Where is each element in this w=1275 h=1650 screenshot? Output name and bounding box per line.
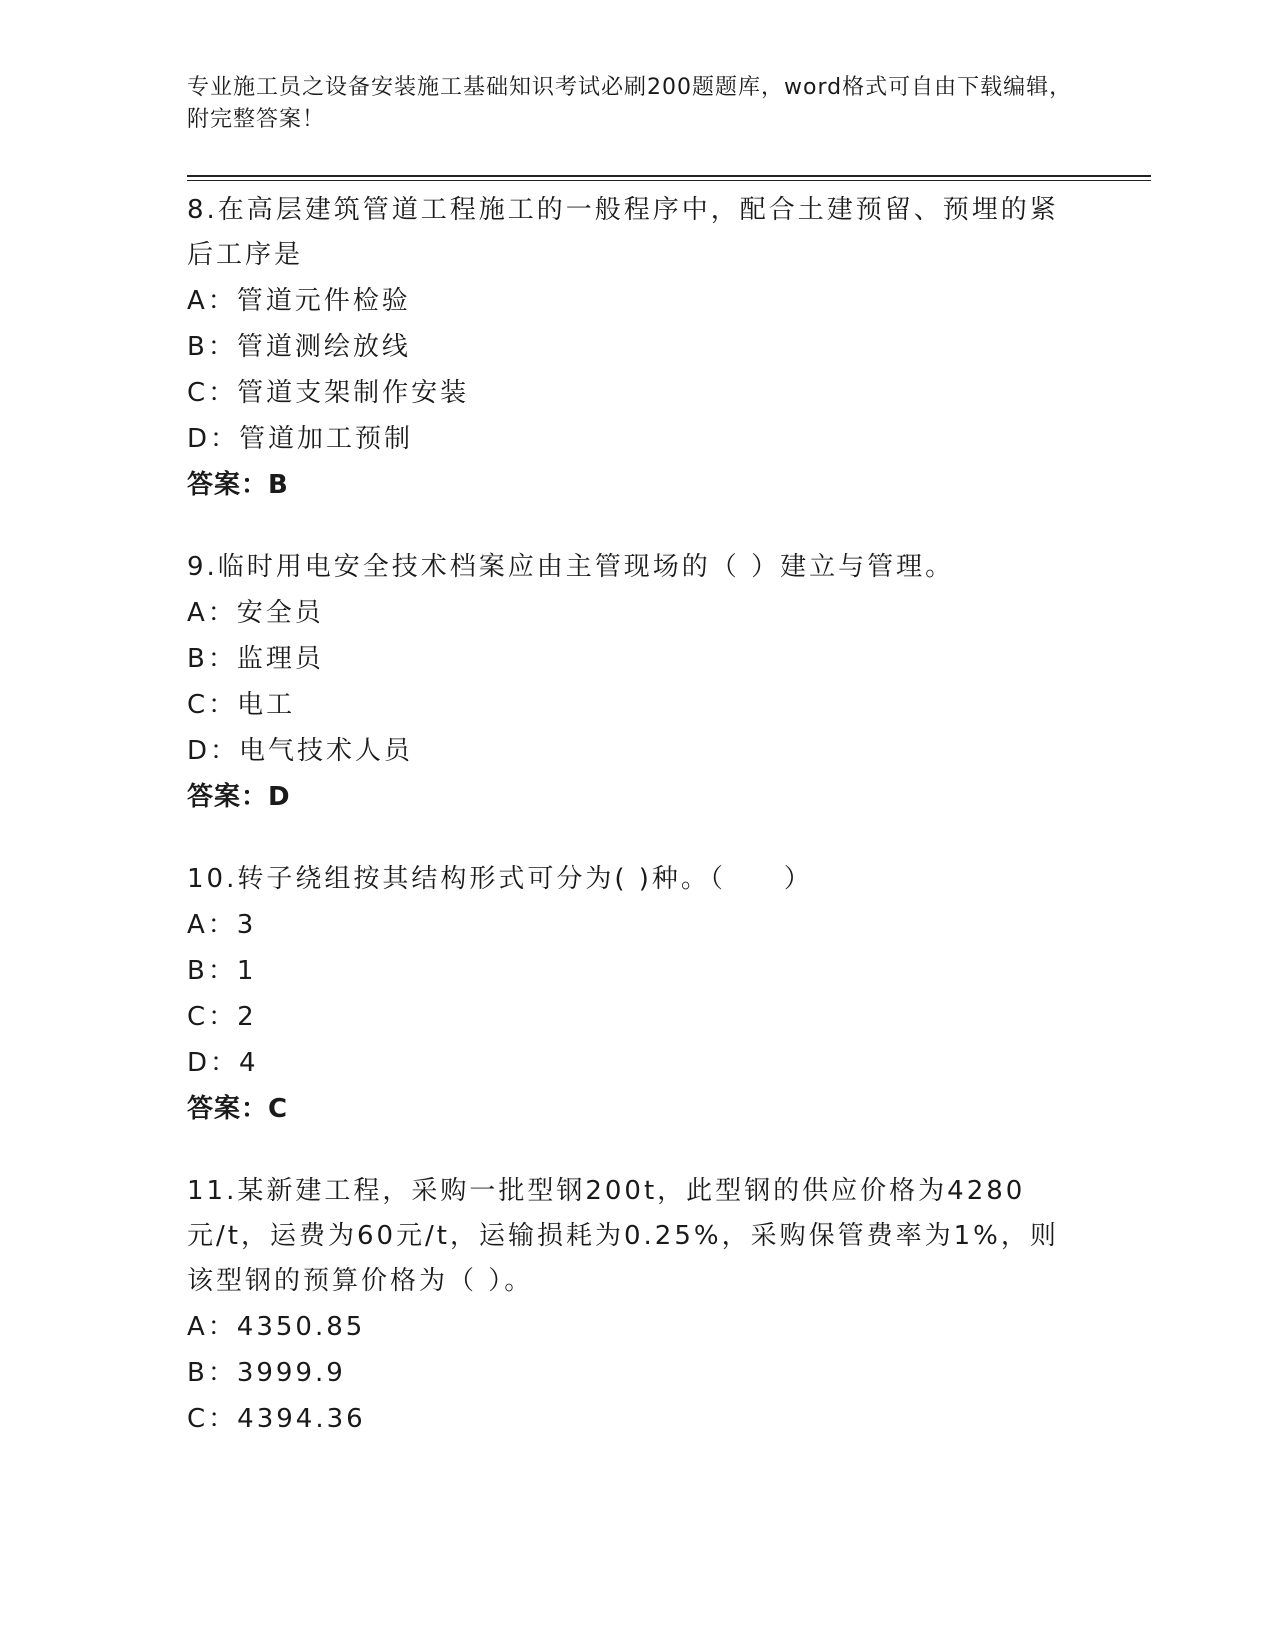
option-d: D：4: [187, 1048, 259, 1078]
option-c: C：2: [187, 1002, 257, 1032]
answer-label: 答案：: [187, 470, 269, 500]
option-b: B：1: [187, 956, 257, 986]
option-b: B：管道测绘放线: [187, 332, 411, 362]
option-d: D：管道加工预制: [187, 424, 414, 454]
question-stem: 9.临时用电安全技术档案应由主管现场的（ ）建立与管理。: [187, 552, 955, 582]
option-c: C：管道支架制作安装: [187, 378, 470, 408]
header-divider-thin: [187, 180, 1151, 181]
answer-value: B: [268, 470, 289, 500]
answer-line: [187, 462, 1067, 508]
option-a: A：管道元件检验: [187, 286, 411, 316]
question-11: [187, 1169, 1067, 1442]
question-list: [187, 188, 1067, 1479]
question-10: [187, 857, 1067, 1132]
answer-value: D: [268, 782, 291, 812]
document-header: 专业施工员之设备安装施工基础知识考试必刷200题题库，word格式可自由下载编辑，附完整答案！: [187, 75, 1073, 132]
header-divider-thick: [187, 175, 1151, 177]
answer-value: C: [268, 1094, 289, 1124]
option-d: D：电气技术人员: [187, 736, 414, 766]
option-b: B：监理员: [187, 644, 324, 674]
answer-line: [187, 774, 1067, 820]
answer-line: [187, 1086, 1067, 1132]
option-a: A：4350.85: [187, 1312, 366, 1342]
question-stem: 8.在高层建筑管道工程施工的一般程序中，配合土建预留、预埋的紧后工序是: [187, 195, 1059, 270]
answer-label: 答案：: [187, 1094, 269, 1124]
question-stem: 10.转子绕组按其结构形式可分为( )种。（ ）: [187, 864, 813, 894]
option-c: C：4394.36: [187, 1404, 366, 1434]
question-stem: 11.某新建工程，采购一批型钢200t，此型钢的供应价格为4280元/t，运费为60元/t，运输损耗为0.25%，采购保管费率为1%，则该型钢的预算价格为（ ）。: [187, 1176, 1059, 1296]
question-8: [187, 188, 1067, 508]
option-a: A：3: [187, 910, 257, 940]
option-c: C：电工: [187, 690, 296, 720]
option-a: A：安全员: [187, 598, 324, 628]
answer-label: 答案：: [187, 782, 269, 812]
option-b: B：3999.9: [187, 1358, 346, 1388]
question-9: [187, 545, 1067, 820]
